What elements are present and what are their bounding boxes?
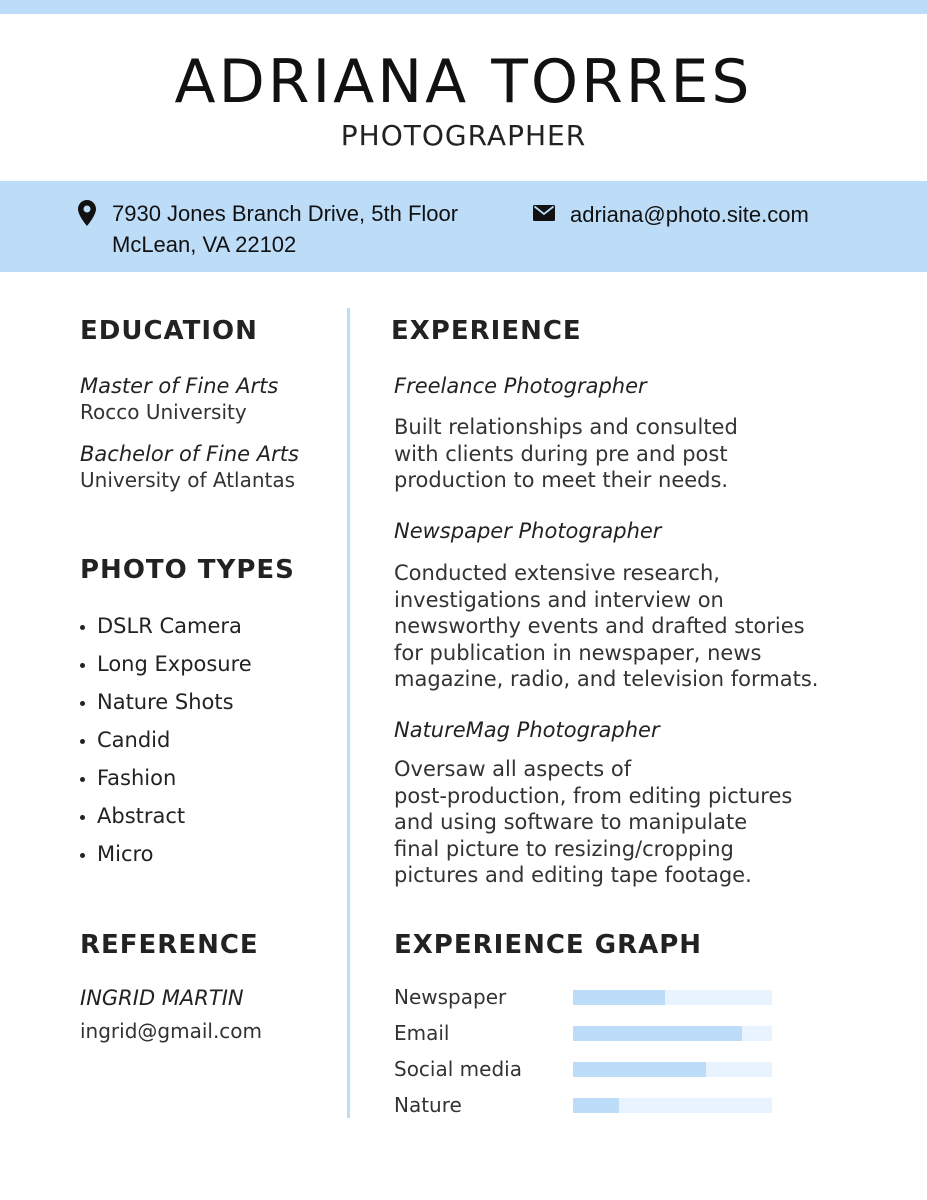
list-item: Long Exposure <box>80 648 252 686</box>
description-line: and using software to manipulate <box>394 810 748 834</box>
description-line: Conducted extensive research, <box>394 561 720 585</box>
graph-track <box>573 1098 772 1113</box>
list-item: Nature Shots <box>80 686 252 724</box>
experience-title-3: NatureMag Photographer <box>394 718 660 742</box>
description-line: Built relationships and consulted <box>394 415 738 439</box>
graph-label: Newspaper <box>394 985 507 1009</box>
graph-bar <box>573 1098 619 1113</box>
address-line-2: McLean, VA 22102 <box>112 232 297 257</box>
experience-graph <box>394 982 794 1126</box>
address-line-1: 7930 Jones Branch Drive, 5th Floor <box>112 201 459 226</box>
experience-heading: EXPERIENCE <box>391 316 582 346</box>
list-item: DSLR Camera <box>80 610 252 648</box>
graph-label: Social media <box>394 1057 522 1081</box>
graph-track <box>573 1026 772 1041</box>
reference-email[interactable]: ingrid@gmail.com <box>80 1019 263 1043</box>
map-pin-icon <box>78 200 96 226</box>
description-line: magazine, radio, and television formats. <box>394 667 819 691</box>
education-school-2: University of Atlantas <box>80 468 296 492</box>
education-heading: EDUCATION <box>80 316 258 346</box>
list-item: Micro <box>80 838 252 876</box>
list-item: Abstract <box>80 800 252 838</box>
reference-name: INGRID MARTIN <box>80 986 244 1010</box>
graph-bar <box>573 1062 706 1077</box>
experience-title-1: Freelance Photographer <box>394 374 647 398</box>
envelope-icon <box>533 205 555 221</box>
education-degree-2: Bachelor of Fine Arts <box>80 442 299 466</box>
description-line: for publication in newspaper, news <box>394 640 762 665</box>
address <box>112 198 458 260</box>
experience-description-3 <box>394 756 844 889</box>
description-line: investigations and interview on <box>394 587 724 612</box>
graph-row <box>394 1054 794 1090</box>
graph-row <box>394 982 794 1018</box>
graph-bar <box>573 1026 742 1041</box>
column-divider <box>347 308 350 1118</box>
job-title: PHOTOGRAPHER <box>340 119 587 152</box>
graph-label: Email <box>394 1021 450 1045</box>
education-school-1: Rocco University <box>80 400 247 424</box>
top-accent-strip <box>0 0 927 14</box>
graph-bar <box>573 990 665 1005</box>
contact-email[interactable]: adriana@photo.site.com <box>570 202 809 227</box>
experience-description-2 <box>394 560 844 693</box>
description-line: Oversaw all aspects of <box>394 757 632 781</box>
experience-title-2: Newspaper Photographer <box>394 519 662 543</box>
list-item: Candid <box>80 724 252 762</box>
photo-types-list <box>80 610 252 876</box>
description-line: final picture to resizing/cropping <box>394 836 734 861</box>
graph-track <box>573 990 772 1005</box>
description-line: pictures and editing tape footage. <box>394 863 752 887</box>
experience-description-1 <box>394 414 844 494</box>
page-title: ADRIANA TORRES <box>174 47 753 117</box>
graph-row <box>394 1018 794 1054</box>
experience-graph-heading: EXPERIENCE GRAPH <box>394 930 703 960</box>
graph-track <box>573 1062 772 1077</box>
photo-types-heading: PHOTO TYPES <box>80 555 295 585</box>
description-line: post-production, from editing pictures <box>394 783 793 808</box>
graph-label: Nature <box>394 1093 462 1117</box>
reference-heading: REFERENCE <box>80 930 259 960</box>
description-line: with clients during pre and post <box>394 441 728 466</box>
graph-row <box>394 1090 794 1126</box>
education-degree-1: Master of Fine Arts <box>80 374 279 398</box>
list-item: Fashion <box>80 762 252 800</box>
description-line: newsworthy events and drafted stories <box>394 614 805 638</box>
description-line: production to meet their needs. <box>394 468 729 492</box>
